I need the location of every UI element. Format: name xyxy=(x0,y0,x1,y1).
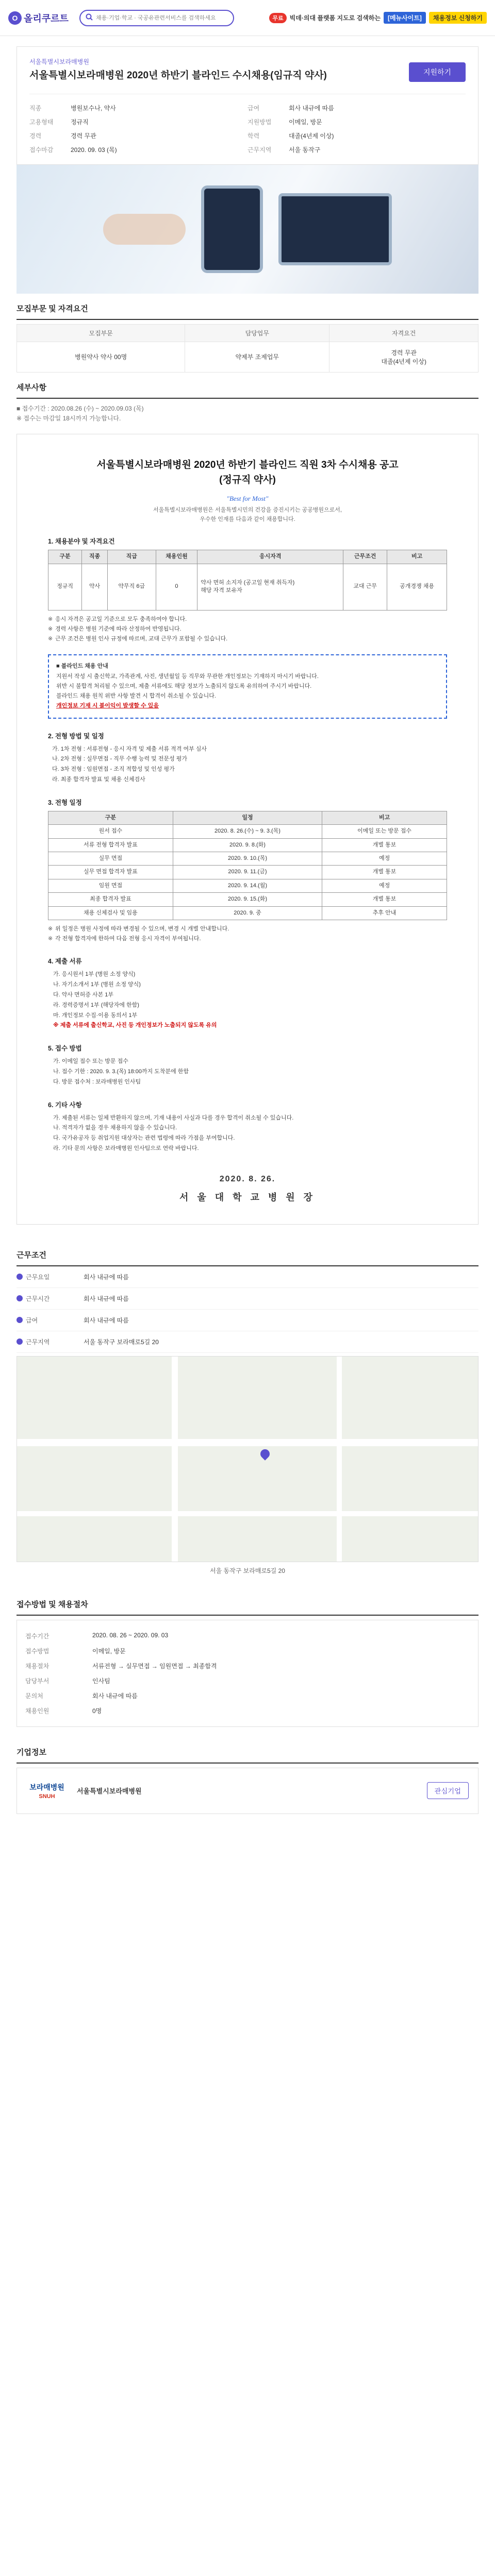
search-bar xyxy=(79,10,234,26)
list-item xyxy=(25,1658,470,1673)
table-cell: 서류 전형 합격자 발표 xyxy=(48,838,173,852)
documents-list xyxy=(48,970,447,1031)
table-cell: 2020. 9. 중 xyxy=(173,906,322,920)
notice-highlight: 개인정보 기재 시 불이익이 발생할 수 있음 xyxy=(56,703,159,709)
work-conditions-title: 근무조건 xyxy=(16,1240,478,1266)
info-key: 근무지역 xyxy=(248,146,272,154)
info-value: 대졸(4년제 이상) xyxy=(289,132,334,140)
list-item: 나. 접수 기한 : 2020. 9. 3.(목) 18:00까지 도착분에 한함 xyxy=(53,1068,189,1075)
map-road xyxy=(337,1357,342,1562)
info-value: 이메일, 방문 xyxy=(92,1647,126,1655)
list-item: 라. 경력증명서 1부 (해당자에 한함) xyxy=(53,1002,139,1008)
condition-label: 근무시간 xyxy=(26,1295,50,1302)
info-key: 문의처 xyxy=(25,1692,43,1700)
table-cell: 개별 통보 xyxy=(322,866,447,879)
list-item: 라. 최종 합격자 발표 및 채용 신체검사 xyxy=(52,776,145,783)
info-row xyxy=(29,104,248,112)
table-cell: 추후 안내 xyxy=(322,906,447,920)
blind-notice-box xyxy=(48,654,447,718)
condition-value: 회사 내규에 따름 xyxy=(84,1273,129,1281)
list-item: 가. 제출된 서류는 일체 반환하지 않으며, 기재 내용이 사실과 다를 경우 합격이 취소될 수 있습니다. xyxy=(53,1114,294,1121)
info-value: 회사 내규에 따름 xyxy=(92,1692,138,1700)
map-road xyxy=(17,1439,478,1446)
table-cell: 개별 통보 xyxy=(322,838,447,852)
table-cell: 이메일 또는 방문 접수 xyxy=(322,825,447,838)
condition-key xyxy=(16,1337,84,1346)
list-item: 다. 3차 전형 : 임원면접 - 조직 적합성 및 인성 평가 xyxy=(52,766,175,773)
doc-intro: 서울특별시보라매병원은 서울특별시민의 건강을 증진시키는 공공병원으로서, 우수한 인재를 다음과 같이 채용합니다. xyxy=(153,507,342,522)
documents-warning: ※ 제출 서류에 출신학교, 사진 등 개인정보가 노출되지 않도록 유의 xyxy=(53,1022,217,1029)
table-header: 모집부문 xyxy=(17,324,185,342)
ad-banner[interactable] xyxy=(243,8,487,28)
list-item: ※ 근무 조건은 병원 인사 규정에 따르며, 교대 근무가 포함될 수 있습니다. xyxy=(55,634,447,644)
condition-label: 근무요일 xyxy=(26,1273,50,1281)
doc-signature: 서 울 대 학 교 병 원 장 xyxy=(179,1192,316,1202)
info-row xyxy=(29,117,248,126)
info-key: 학력 xyxy=(248,132,260,140)
list-item: 마. 개인정보 수집·이용 동의서 1부 xyxy=(53,1012,138,1019)
table-header: 구분 xyxy=(48,811,173,824)
info-row xyxy=(248,145,466,154)
bullet-icon xyxy=(16,1274,23,1280)
process-list xyxy=(48,744,447,785)
job-summary xyxy=(16,46,478,165)
list-item: 가. 응시원서 1부 (병원 소정 양식) xyxy=(53,971,136,978)
detail-meta-line: ■ 접수기간 : 2020.08.26 (수) ~ 2020.09.03 (목) xyxy=(16,404,144,412)
map-pin-icon[interactable] xyxy=(258,1447,271,1460)
banner-cta[interactable]: 채용정보 신청하기 xyxy=(429,12,487,24)
table-header: 직종 xyxy=(82,550,108,564)
condition-key xyxy=(16,1294,84,1303)
info-key: 고용형태 xyxy=(29,118,54,126)
info-key: 담당부서 xyxy=(25,1677,50,1685)
bullet-icon xyxy=(16,1295,23,1301)
etc-list xyxy=(48,1113,447,1154)
info-key: 접수방법 xyxy=(25,1647,50,1655)
company-info-title: 기업정보 xyxy=(16,1737,478,1764)
schedule-table xyxy=(48,811,447,920)
info-value: 0명 xyxy=(92,1707,102,1715)
info-row xyxy=(248,131,466,140)
requirements-title: 모집부문 및 자격요건 xyxy=(16,294,478,320)
detail-meta xyxy=(16,399,478,429)
table-cell: 2020. 8. 26.(수) ~ 9. 3.(목) xyxy=(173,825,322,838)
detail-document xyxy=(16,434,478,1225)
doc-title: 서울특별시보라매병원 2020년 하반기 블라인드 직원 3차 수시채용 공고 (정규직 약사) xyxy=(96,460,399,485)
table-header: 채용인원 xyxy=(156,550,197,564)
list-item: 나. 자기소개서 1부 (병원 소정 양식) xyxy=(53,981,141,988)
info-value: 병원보수나, 약사 xyxy=(71,104,116,112)
hero-hand-shape xyxy=(103,214,186,245)
table-cell: 최종 합격자 발표 xyxy=(48,893,173,906)
company-info-section xyxy=(16,1737,478,1814)
table-header: 자격요건 xyxy=(329,324,478,342)
job-info-grid xyxy=(29,94,466,154)
list-item xyxy=(25,1703,470,1718)
company-logo-text: 보라매병원 xyxy=(29,1783,64,1791)
list-item: 나. 2차 전형 : 실무면접 - 직무 수행 능력 및 전문성 평가 xyxy=(52,756,188,762)
detail-meta-line: ※ 접수는 마감일 18시까지 가능합니다. xyxy=(16,414,121,422)
list-item xyxy=(25,1673,470,1688)
map-road xyxy=(17,1511,478,1516)
logo-mark: O xyxy=(8,11,22,25)
doc-date: 2020. 8. 26. xyxy=(219,1174,276,1183)
list-item: 다. 국가유공자 등 취업지원 대상자는 관련 법령에 따라 가점을 부여합니다. xyxy=(53,1135,235,1142)
table-cell: 2020. 9. 11.(금) xyxy=(173,866,322,879)
company-name[interactable]: 서울특별시보라매병원 xyxy=(29,58,89,65)
condition-label: 급여 xyxy=(26,1316,38,1324)
table-cell: 예정 xyxy=(322,879,447,892)
table-cell: 채용 신체검사 및 임용 xyxy=(48,906,173,920)
table-row xyxy=(48,825,447,838)
info-value: 회사 내규에 따름 xyxy=(289,104,334,112)
info-row xyxy=(29,145,248,154)
site-logo[interactable] xyxy=(8,11,70,25)
list-item xyxy=(16,1266,478,1288)
condition-key xyxy=(16,1273,84,1281)
work-conditions-list xyxy=(16,1266,478,1353)
table-header: 구분 xyxy=(48,550,82,564)
list-item: 나. 적격자가 없을 경우 채용하지 않을 수 있습니다. xyxy=(53,1125,177,1131)
info-key: 경력 xyxy=(29,132,42,140)
apply-button[interactable]: 지원하기 xyxy=(409,62,466,82)
list-item xyxy=(16,1331,478,1353)
list-item xyxy=(25,1688,470,1703)
table-header: 응시자격 xyxy=(197,550,343,564)
requirements-table xyxy=(16,324,478,372)
list-item xyxy=(25,1643,470,1658)
company-card[interactable] xyxy=(16,1768,478,1814)
info-value: 경력 무관 xyxy=(71,132,96,140)
hero-image xyxy=(16,165,478,294)
bullet-icon xyxy=(16,1317,23,1323)
info-value: 서울 동작구 xyxy=(289,146,321,154)
condition-value: 회사 내규에 따름 xyxy=(84,1295,129,1302)
list-item: 다. 방문 접수처 : 보라매병원 인사팀 xyxy=(53,1078,141,1085)
table-header: 담당업무 xyxy=(185,324,329,342)
list-item xyxy=(16,1288,478,1310)
map-caption: 서울 동작구 보라매로5길 20 xyxy=(210,1567,285,1574)
table-row xyxy=(48,879,447,892)
job-title: 서울특별시보라매병원 2020년 하반기 블라인드 수시채용(임규직 약사) xyxy=(29,70,327,81)
info-row xyxy=(248,117,466,126)
top-bar xyxy=(0,0,495,36)
detail-title: 세부사항 xyxy=(16,372,478,399)
condition-value: 서울 동작구 보라매로5길 20 xyxy=(84,1338,159,1346)
table-cell: 공개경쟁 채용 xyxy=(387,564,447,610)
map-road xyxy=(172,1357,178,1562)
banner-free-badge: 무료 xyxy=(269,13,286,23)
table-cell: 개별 통보 xyxy=(322,893,447,906)
table-cell: 경력 무관 대졸(4년제 이상) xyxy=(329,342,478,372)
table-row xyxy=(48,564,447,610)
info-value: 서류전형 → 실무면접 → 임원면접 → 최종합격 xyxy=(92,1662,217,1670)
table-row xyxy=(48,838,447,852)
banner-text: 빅데·의대 플랫폼 지도로 검색하는 xyxy=(289,14,381,22)
apply-info-section xyxy=(16,1589,478,1727)
table-cell: 2020. 9. 15.(화) xyxy=(173,893,322,906)
table-cell: 약사 면허 소지자 (공고일 현재 취득자) 해당 자격 보유자 xyxy=(197,564,343,610)
table-cell: 교대 근무 xyxy=(343,564,387,610)
company-logo-text: SNUH xyxy=(39,1793,55,1800)
table-cell: 2020. 9. 14.(월) xyxy=(173,879,322,892)
table-cell: 병원약사 약사 00명 xyxy=(17,342,185,372)
info-key: 지원방법 xyxy=(248,118,272,126)
info-row xyxy=(29,131,248,140)
table-cell: 0 xyxy=(156,564,197,610)
list-item: 라. 기타 문의 사항은 보라매병원 인사팀으로 연락 바랍니다. xyxy=(53,1145,199,1151)
table-cell: 임원 면접 xyxy=(48,879,173,892)
bullet-icon xyxy=(16,1338,23,1345)
table-cell: 예정 xyxy=(322,852,447,865)
table-row xyxy=(48,906,447,920)
info-key: 급여 xyxy=(248,104,260,112)
doc-heading: 3. 전형 일정 xyxy=(48,799,82,806)
info-value: 이메일, 방문 xyxy=(289,118,322,126)
company-name[interactable]: 서울특별시보라매병원 xyxy=(77,1787,142,1795)
table-header: 근무조건 xyxy=(343,550,387,564)
info-key: 접수마감 xyxy=(29,146,54,154)
table-cell: 2020. 9. 10.(목) xyxy=(173,852,322,865)
notice-line: 위반 시 불합격 처리될 수 있으며, 제출 서류에도 해당 정보가 노출되지 않도록 유의하여 주시기 바랍니다. xyxy=(56,683,312,689)
table-cell: 실무 면접 합격자 발표 xyxy=(48,866,173,879)
detail-section xyxy=(16,372,478,1225)
info-key: 채용인원 xyxy=(25,1707,50,1715)
info-value: 인사팀 xyxy=(92,1677,110,1685)
table-header: 비고 xyxy=(322,811,447,824)
info-key: 채용절차 xyxy=(25,1662,50,1670)
list-item xyxy=(16,1310,478,1331)
table-cell: 실무 면접 xyxy=(48,852,173,865)
search-input[interactable] xyxy=(96,15,228,21)
doc-heading: 1. 채용분야 및 자격요건 xyxy=(48,538,115,546)
logo-text: 올리쿠르트 xyxy=(24,13,69,24)
work-conditions-section xyxy=(16,1240,478,1579)
notice-line: 지원서 작성 시 출신학교, 가족관계, 사진, 생년월일 등 직무와 무관한 개인정보는 기재하지 마시기 바랍니다. xyxy=(56,673,319,680)
notice-title: ■ 블라인드 채용 안내 xyxy=(56,663,108,670)
table-row xyxy=(48,893,447,906)
table-cell: 약무직 6급 xyxy=(107,564,156,610)
apply-method-list xyxy=(48,1057,447,1087)
list-item: 다. 약사 면허증 사본 1부 xyxy=(53,992,114,998)
list-item xyxy=(25,1629,470,1643)
notes-list xyxy=(48,615,447,645)
info-value: 2020. 09. 03 (목) xyxy=(71,146,117,154)
hero-tablet-shape xyxy=(278,193,392,265)
info-key: 직종 xyxy=(29,104,42,112)
table-header: 일정 xyxy=(173,811,322,824)
condition-key xyxy=(16,1316,84,1325)
notice-line: 블라인드 채용 원칙 위반 사항 발견 시 합격이 취소될 수 있습니다. xyxy=(56,693,216,700)
info-row xyxy=(248,104,466,112)
info-value: 2020. 08. 26 ~ 2020. 09. 03 xyxy=(92,1631,169,1639)
table-header: 직급 xyxy=(107,550,156,564)
company-logo xyxy=(26,1775,68,1806)
list-item: ※ 응시 자격은 공고일 기준으로 모두 충족하여야 합니다. xyxy=(55,615,447,624)
location-map[interactable] xyxy=(16,1356,478,1562)
follow-company-button[interactable]: 관심기업 xyxy=(427,1782,469,1799)
positions-table xyxy=(48,550,447,610)
list-item: ※ 각 전형 합격자에 한하여 다음 전형 응시 자격이 부여됩니다. xyxy=(55,934,447,944)
list-item: 가. 이메일 접수 또는 방문 접수 xyxy=(53,1058,128,1065)
apply-info-box xyxy=(16,1620,478,1727)
doc-heading: 5. 접수 방법 xyxy=(48,1045,82,1053)
condition-value: 회사 내규에 따름 xyxy=(84,1316,129,1324)
search-icon[interactable] xyxy=(86,13,93,22)
table-cell: 정규직 xyxy=(48,564,82,610)
table-row xyxy=(48,866,447,879)
doc-slogan: "Best for Most" xyxy=(226,495,269,503)
table-header: 비고 xyxy=(387,550,447,564)
list-item: ※ 경력 사항은 병원 기준에 따라 산정하여 반영됩니다. xyxy=(55,624,447,634)
hero-phone-shape xyxy=(201,185,263,273)
list-item: 가. 1차 전형 : 서류전형 - 응시 자격 및 제출 서류 적격 여부 심사 xyxy=(52,745,207,752)
info-value: 정규직 xyxy=(71,118,89,126)
table-row xyxy=(48,852,447,865)
table-cell: 약사 xyxy=(82,564,108,610)
apply-info-title: 접수방법 및 채용절차 xyxy=(16,1589,478,1616)
notes-list xyxy=(48,924,447,944)
doc-heading: 6. 기타 사항 xyxy=(48,1101,82,1109)
doc-heading: 4. 제출 서류 xyxy=(48,958,82,965)
table-cell: 2020. 9. 8.(화) xyxy=(173,838,322,852)
table-cell: 약제부 조제업무 xyxy=(185,342,329,372)
info-key: 접수기간 xyxy=(25,1632,50,1640)
table-row xyxy=(17,342,478,372)
requirements-section xyxy=(16,294,478,372)
banner-brand: [메뉴사이트] xyxy=(384,12,426,24)
list-item: ※ 위 일정은 병원 사정에 따라 변경될 수 있으며, 변경 시 개별 안내합니다. xyxy=(55,924,447,934)
table-cell: 원서 접수 xyxy=(48,825,173,838)
condition-label: 근무지역 xyxy=(26,1338,50,1346)
doc-heading: 2. 전형 방법 및 일정 xyxy=(48,732,104,740)
